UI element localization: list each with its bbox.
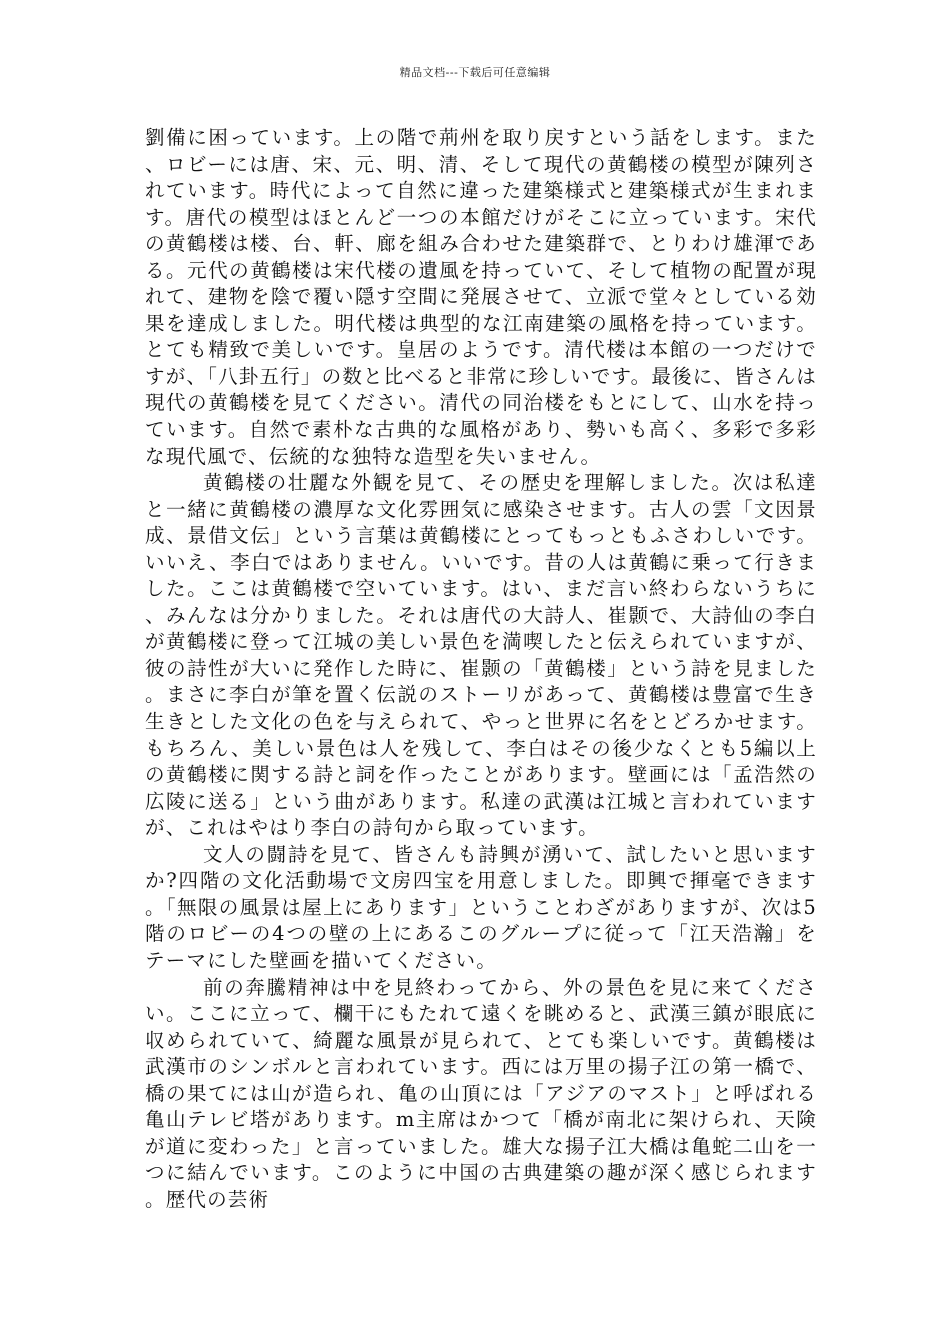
paragraph: 黄鶴楼の壮麗な外観を見て、その歴史を理解しました。次は私達と一緒に黄鶴楼の濃厚な文化雰囲気に感染させます。古人の雲「文因景成、景借文伝」という言葉は黄鶴楼にとってもっともふさわしいです。いいえ、李白ではありません。いいです。昔の人は黄鶴に乗って行きました。ここは黄鶴楼で空いています。はい、まだ言い終わらないうちに、みんなは分かりました。それは唐代の大詩人、崔颢で、大詩仙の李白が黄鶴楼に登って江城の美しい景色を満喫したと伝えられていますが、彼の詩性が大いに発作した時に、崔颢の「黄鶴楼」という詩を見ました。まさに李白が筆を置く伝説のストーリがあって、黄鶴楼は豊富で生き生きとした文化の色を与えられて、やっと世界に名をとどろかせます。もちろん、美しい景色は人を残して、李白はその後少なくとも5編以上の黄鶴楼に関する詩と詞を作ったことがあります。壁画には「孟浩然の広陵に送る」という曲があります。私達の武漢は江城と言われていますが、これはやはり李白の詩句から取っています。 (145, 471, 817, 840)
paragraph: 文人の闘詩を見て、皆さんも詩興が湧いて、試したいと思いますか?四階の文化活動場で文房四宝を用意しました。即興で揮毫できます。「無限の風景は屋上にあります」ということわざがありますが、次は5階のロビーの4つの壁の上にあるこのグループに従って「江天浩瀚」をテーマにした壁画を描いてください。 (145, 842, 817, 972)
page-header: 精品文档---下载后可任意编辑 (399, 66, 551, 79)
paragraph: 劉備に困っています。上の階で荊州を取り戻すという話をします。また、ロビーには唐、宋、元、明、清、そして現代の黄鶴楼の模型が陳列されています。時代によって自然に違った建築様式と建築様式が生まれます。唐代の模型はほとんど一つの本館だけがそこに立っています。宋代の黄鶴楼は楼、台、軒、廊を組み合わせた建築群で、とりわけ雄渾である。元代の黄鶴楼は宋代楼の遺風を持っていて、そして植物の配置が現れて、建物を陰で覆い隠す空間に発展させて、立派で堂々としている効果を達成しました。明代楼は典型的な江南建築の風格を持っています。とても精致で美しいです。皇居のようです。清代楼は本館の一つだけですが、「八卦五行」の数と比べると非常に珍しいです。最後に、皆さんは現代の黄鶴楼を見てください。清代の同治楼をもとにして、山水を持っています。自然で素朴な古典的な風格があり、勢いも高く、多彩で多彩な現代風で、伝統的な独特な造型を失いません。 (145, 126, 817, 468)
document-body (145, 125, 817, 1213)
paragraph: 前の奔騰精神は中を見終わってから、外の景色を見に来てください。ここに立って、欄干にもたれて遠くを眺めると、武漢三鎮が眼底に収められていて、綺麗な風景が見られて、とても楽しいです。黄鶴楼は武漢市のシンボルと言われています。西には万里の揚子江の第一橋で、橋の果てには山が造られ、亀の山頂には「アジアのマスト」と呼ばれる亀山テレビ塔があります。m主席はかつて「橋が南北に架けられ、天険が道に変わった」と言っていました。雄大な揚子江大橋は亀蛇二山を一つに結んでいます。このように中国の古典建築の趣が深く感じられます。歴代の芸術 (145, 975, 817, 1211)
